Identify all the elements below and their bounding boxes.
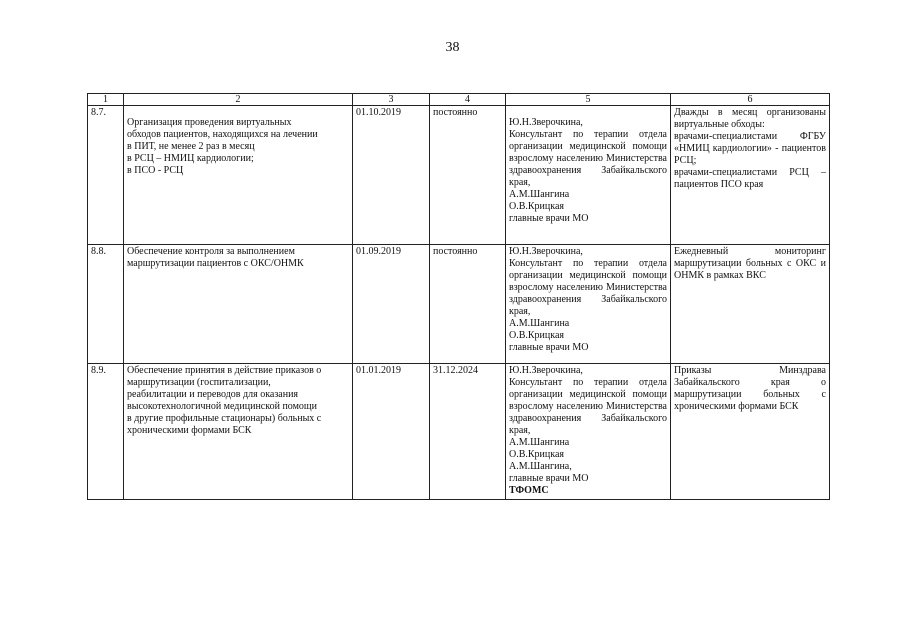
item-number: 8.7. bbox=[88, 106, 124, 245]
item-name-text: Обеспечение принятия в действие приказов о маршрутизации (госпитализации, реабилитации и переводов для оказания высокотехнологичной медицинской помощи в другие профильные стационары) больных с хроническими формами БСК bbox=[127, 365, 322, 436]
responsible-text: Ю.Н.Зверочкина, Консультант по терапии отдела организации медицинской помощи взрослому населению Министерства здравоохранения Забайкальского края, А.М.Шангина О.В.Крицкая А.М.Шангина, главные врачи МО bbox=[509, 365, 667, 484]
column-header: 6 bbox=[671, 94, 830, 106]
result-text: Дважды в месяц организованы виртуальные обходы: врачами-специалистами ФГБУ «НМИЦ кардиологии» - пациентов РСЦ; врачами-специалистами РСЦ – пациентов ПСО края bbox=[674, 107, 826, 190]
table-row bbox=[88, 364, 830, 500]
result bbox=[671, 364, 830, 500]
responsible-text: Ю.Н.Зверочкина, Консультант по терапии отдела организации медицинской помощи взрослому населению Министерства здравоохранения Забайкальского края, А.М.Шангина О.В.Крицкая главные врачи МО bbox=[509, 117, 667, 224]
column-header: 5 bbox=[506, 94, 671, 106]
page-number: 38 bbox=[445, 40, 460, 55]
end-date: 31.12.2024 bbox=[430, 364, 506, 500]
item-name bbox=[124, 364, 353, 500]
column-header: 1 bbox=[88, 94, 124, 106]
column-header: 3 bbox=[353, 94, 430, 106]
responsible bbox=[506, 106, 671, 245]
table-row bbox=[88, 106, 830, 245]
end-date: постоянно bbox=[430, 245, 506, 364]
item-name-text: Обеспечение контроля за выполнением маршрутизации пациентов с ОКС/ОНМК bbox=[127, 246, 304, 269]
responsible bbox=[506, 364, 671, 500]
item-number: 8.8. bbox=[88, 245, 124, 364]
responsible-text: Ю.Н.Зверочкина, Консультант по терапии отдела организации медицинской помощи взрослому населению Министерства здравоохранения Забайкальского края, А.М.Шангина О.В.Крицкая главные врачи МО bbox=[509, 246, 667, 353]
start-date: 01.10.2019 bbox=[353, 106, 430, 245]
result-text: Приказы Минздрава Забайкальского края о маршрутизации больных с хроническими формами БСК bbox=[674, 365, 826, 412]
start-date: 01.01.2019 bbox=[353, 364, 430, 500]
item-name bbox=[124, 245, 353, 364]
action-plan-table bbox=[87, 93, 830, 500]
result bbox=[671, 245, 830, 364]
item-number: 8.9. bbox=[88, 364, 124, 500]
item-name bbox=[124, 106, 353, 245]
end-date: постоянно bbox=[430, 106, 506, 245]
table-row bbox=[88, 245, 830, 364]
result-text: Ежедневный мониторинг маршрутизации больных с ОКС и ОНМК в рамках ВКС bbox=[674, 246, 826, 281]
responsible-extra: ТФОМС bbox=[509, 485, 549, 496]
responsible bbox=[506, 245, 671, 364]
result bbox=[671, 106, 830, 245]
start-date: 01.09.2019 bbox=[353, 245, 430, 364]
table-header-row bbox=[88, 94, 830, 106]
column-header: 2 bbox=[124, 94, 353, 106]
item-name-text: Организация проведения виртуальных обходов пациентов, находящихся на лечении в ПИТ, не менее 2 раз в месяц в РСЦ – НМИЦ кардиологии; в ПСО - РСЦ bbox=[127, 117, 318, 176]
column-header: 4 bbox=[430, 94, 506, 106]
